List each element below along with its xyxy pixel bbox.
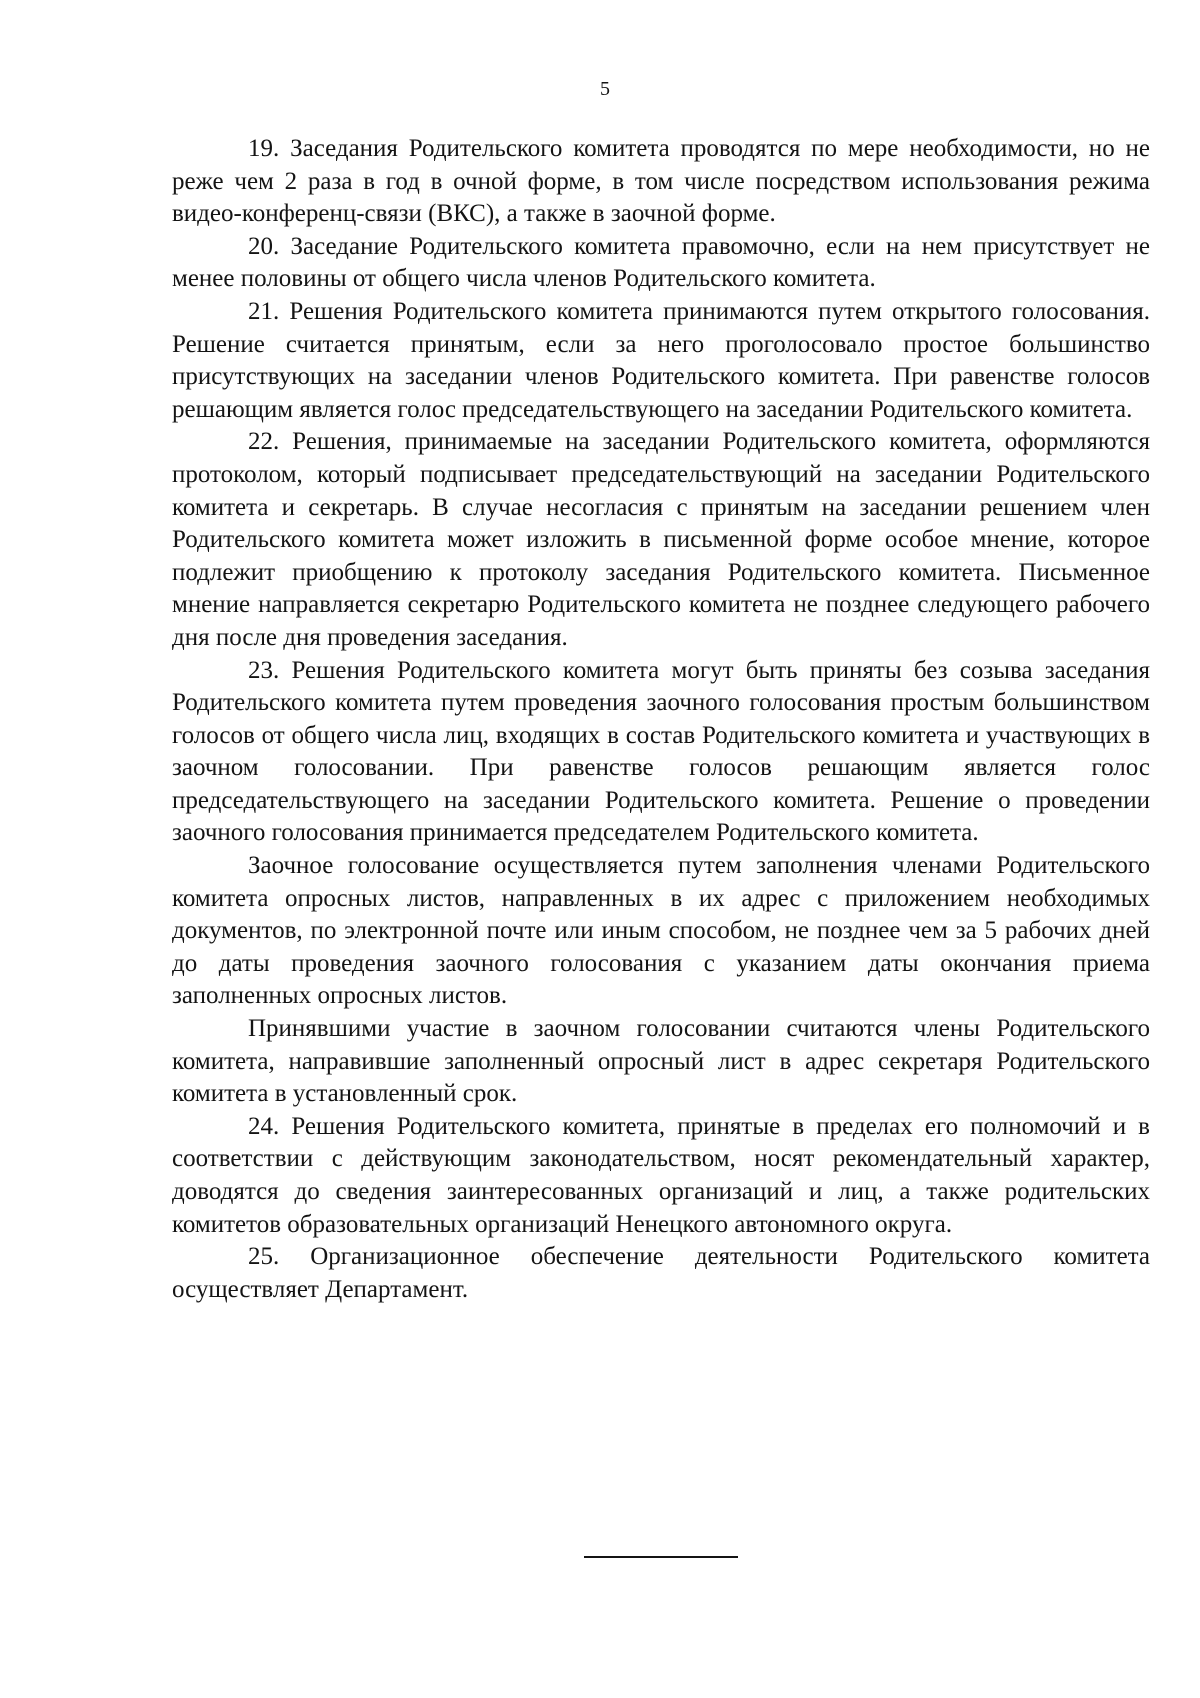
paragraph-22: 22. Решения, принимаемые на заседании Родительского комитета, оформляются протоколом, который подписывает председательствующий на заседании Родительского комитета и секретарь. В случае несогласия с принятым на заседании решением член Родительского комитета может изложить в письменной форме особое мнение, которое подлежит приобщению к протоколу заседания Родительского комитета. Письменное мнение направляется секретарю Родительского комитета не позднее следующего рабочего дня после дня проведения заседания. (172, 428, 1150, 651)
paragraph-23-participants: Принявшими участие в заочном голосовании считаются члены Родительского комитета, направившие заполненный опросный лист в адрес секретаря Родительского комитета в установленный срок. (172, 1015, 1150, 1108)
paragraph-25: 25. Организационное обеспечение деятельности Родительского комитета осуществляет Департамент. (172, 1243, 1150, 1303)
paragraph-24: 24. Решения Родительского комитета, принятые в пределах его полномочий и в соответствии с действующим законодательством, носят рекомендательный характер, доводятся до сведения заинтересованных организаций и лиц, а также родительских комитетов образовательных организаций Ненецкого автономного округа. (172, 1112, 1150, 1238)
end-of-document-rule (584, 1556, 738, 1558)
paragraph-21: 21. Решения Родительского комитета принимаются путем открытого голосования. Решение считается принятым, если за него проголосовало простое большинство присутствующих на заседании членов Родительского комитета. При равенстве голосов решающим является голос председательствующего на заседании Родительского комитета. (172, 297, 1150, 423)
paragraph-19: 19. Заседания Родительского комитета проводятся по мере необходимости, но не реже чем 2 раза в год в очной форме, в том числе посредством использования режима видео-конференц-связи (ВКС), а также в заочной форме. (172, 135, 1150, 228)
paragraph-20: 20. Заседание Родительского комитета правомочно, если на нем присутствует не менее половины от общего числа членов Родительского комитета. (172, 232, 1150, 293)
paragraph-23-absentee-voting: Заочное голосование осуществляется путем заполнения членами Родительского комитета опросных листов, направленных в их адрес с приложением необходимых документов, по электронной почте или иным способом, не позднее чем за 5 рабочих дней до даты проведения заочного голосования с указанием даты окончания приема заполненных опросных листов. (172, 852, 1150, 1010)
paragraph-23: 23. Решения Родительского комитета могут быть приняты без созыва заседания Родительского комитета путем проведения заочного голосования простым большинством голосов от общего числа лиц, входящих в состав Родительского комитета и участвующих в заочном голосовании. При равенстве голосов решающим является голос председательствующего на заседании Родительского комитета. Решение о проведении заочного голосования принимается председателем Родительского комитета. (172, 656, 1150, 847)
document-body (172, 133, 1150, 1306)
page-number: 5 (600, 78, 610, 100)
